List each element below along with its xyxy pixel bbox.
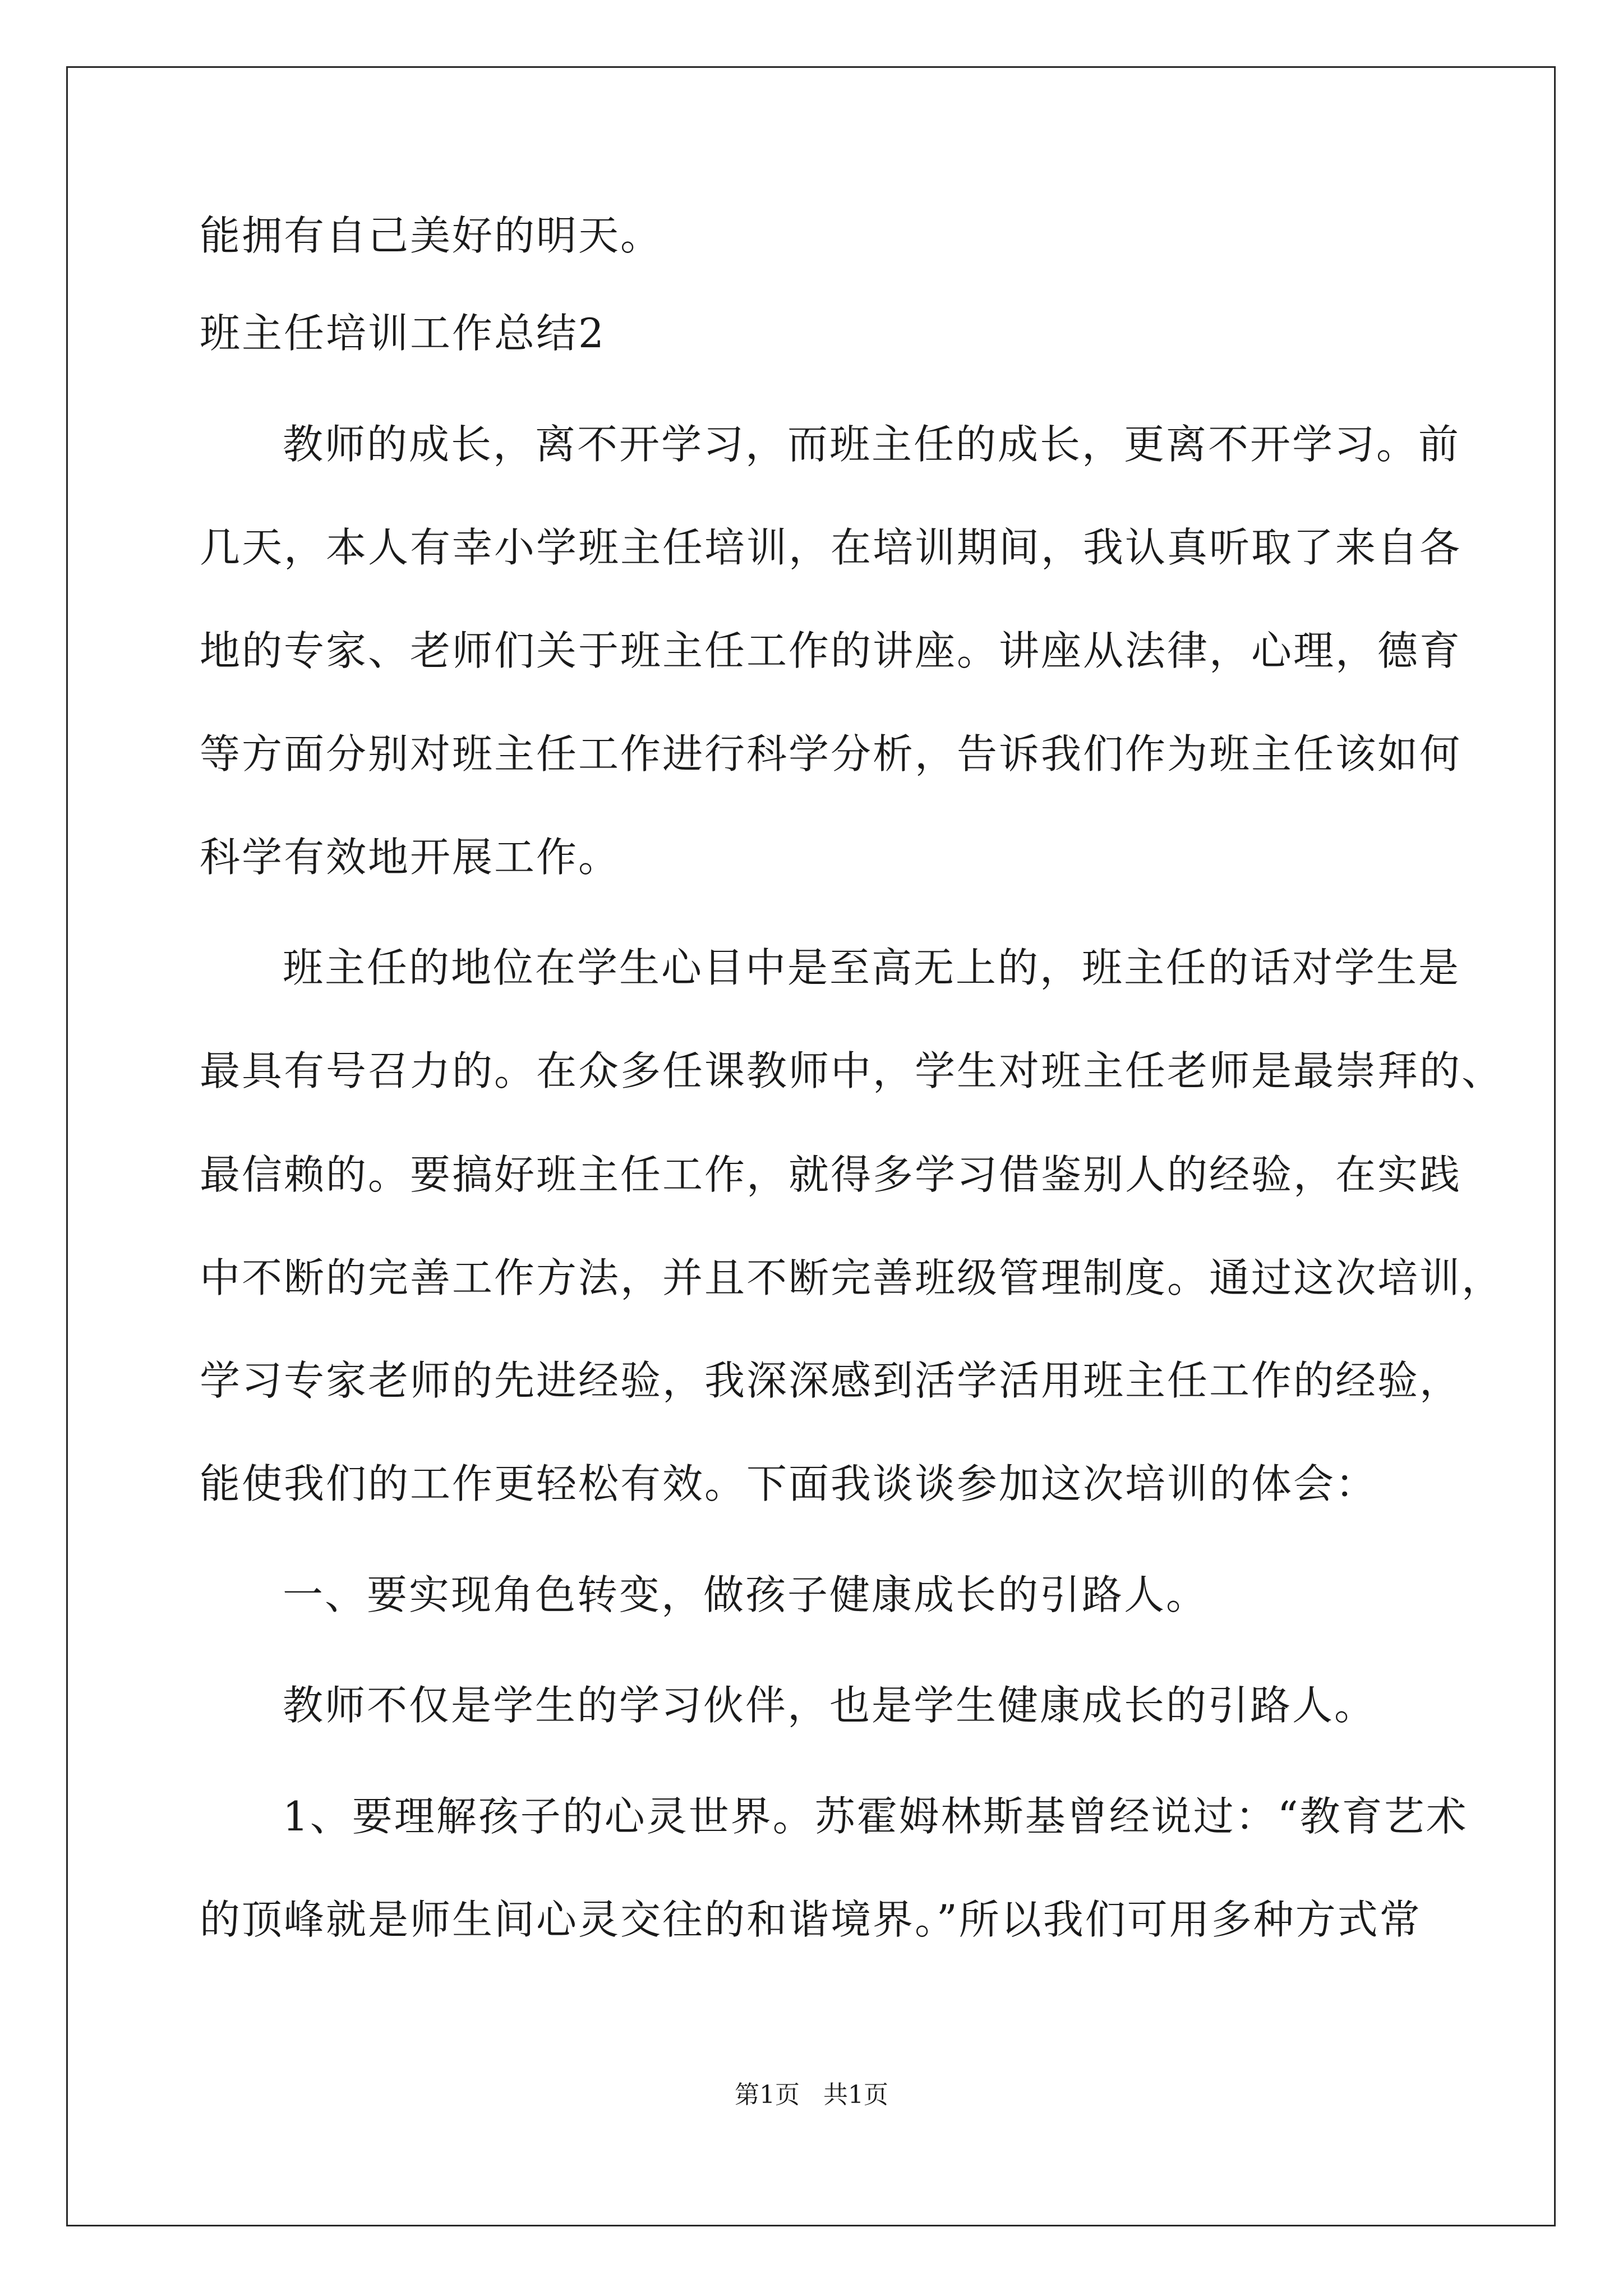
text-line: 学习专家老师的先进经验，我深深感到活学活用班主任工作的经验， (200, 1357, 1462, 1404)
text-line: 1、要理解孩子的心灵世界。苏霍姆林斯基曾经说过：“教育艺术 (283, 1793, 1468, 1840)
text-line: 中不断的完善工作方法，并且不断完善班级管理制度。通过这次培训， (200, 1254, 1504, 1301)
text-line: 等方面分别对班主任工作进行科学分析，告诉我们作为班主任该如何 (200, 730, 1462, 777)
page-number-footer: 第1页 共1页 (735, 2081, 888, 2109)
text-line: 几天，本人有幸小学班主任培训，在培训期间，我认真听取了来自各 (200, 524, 1462, 571)
text-line: 地的专家、老师们关于班主任工作的讲座。讲座从法律，心理，德育 (200, 627, 1462, 674)
text-line: 能拥有自己美好的明天。 (200, 212, 663, 259)
text-line: 最具有号召力的。在众多任课教师中，学生对班主任老师是最崇拜的、 (200, 1047, 1504, 1094)
text-line: 最信赖的。要搞好班主任工作，就得多学习借鉴别人的经验，在实践 (200, 1151, 1462, 1198)
section-title: 班主任培训工作总结2 (200, 310, 606, 357)
list-heading: 一、要实现角色转变，做孩子健康成长的引路人。 (283, 1571, 1209, 1618)
text-line: 班主任的地位在学生心目中是至高无上的，班主任的话对学生是 (283, 944, 1461, 991)
text-line: 科学有效地开展工作。 (200, 834, 621, 881)
text-line: 教师的成长，离不开学习，而班主任的成长，更离不开学习。前 (283, 421, 1461, 468)
text-line: 教师不仅是学生的学习伙伴，也是学生健康成长的引路人。 (283, 1682, 1377, 1729)
text-line: 能使我们的工作更轻松有效。下面我谈谈参加这次培训的体会： (200, 1460, 1378, 1507)
text-line: 的顶峰就是师生间心灵交往的和谐境界。”所以我们可用多种方式常 (200, 1896, 1422, 1943)
